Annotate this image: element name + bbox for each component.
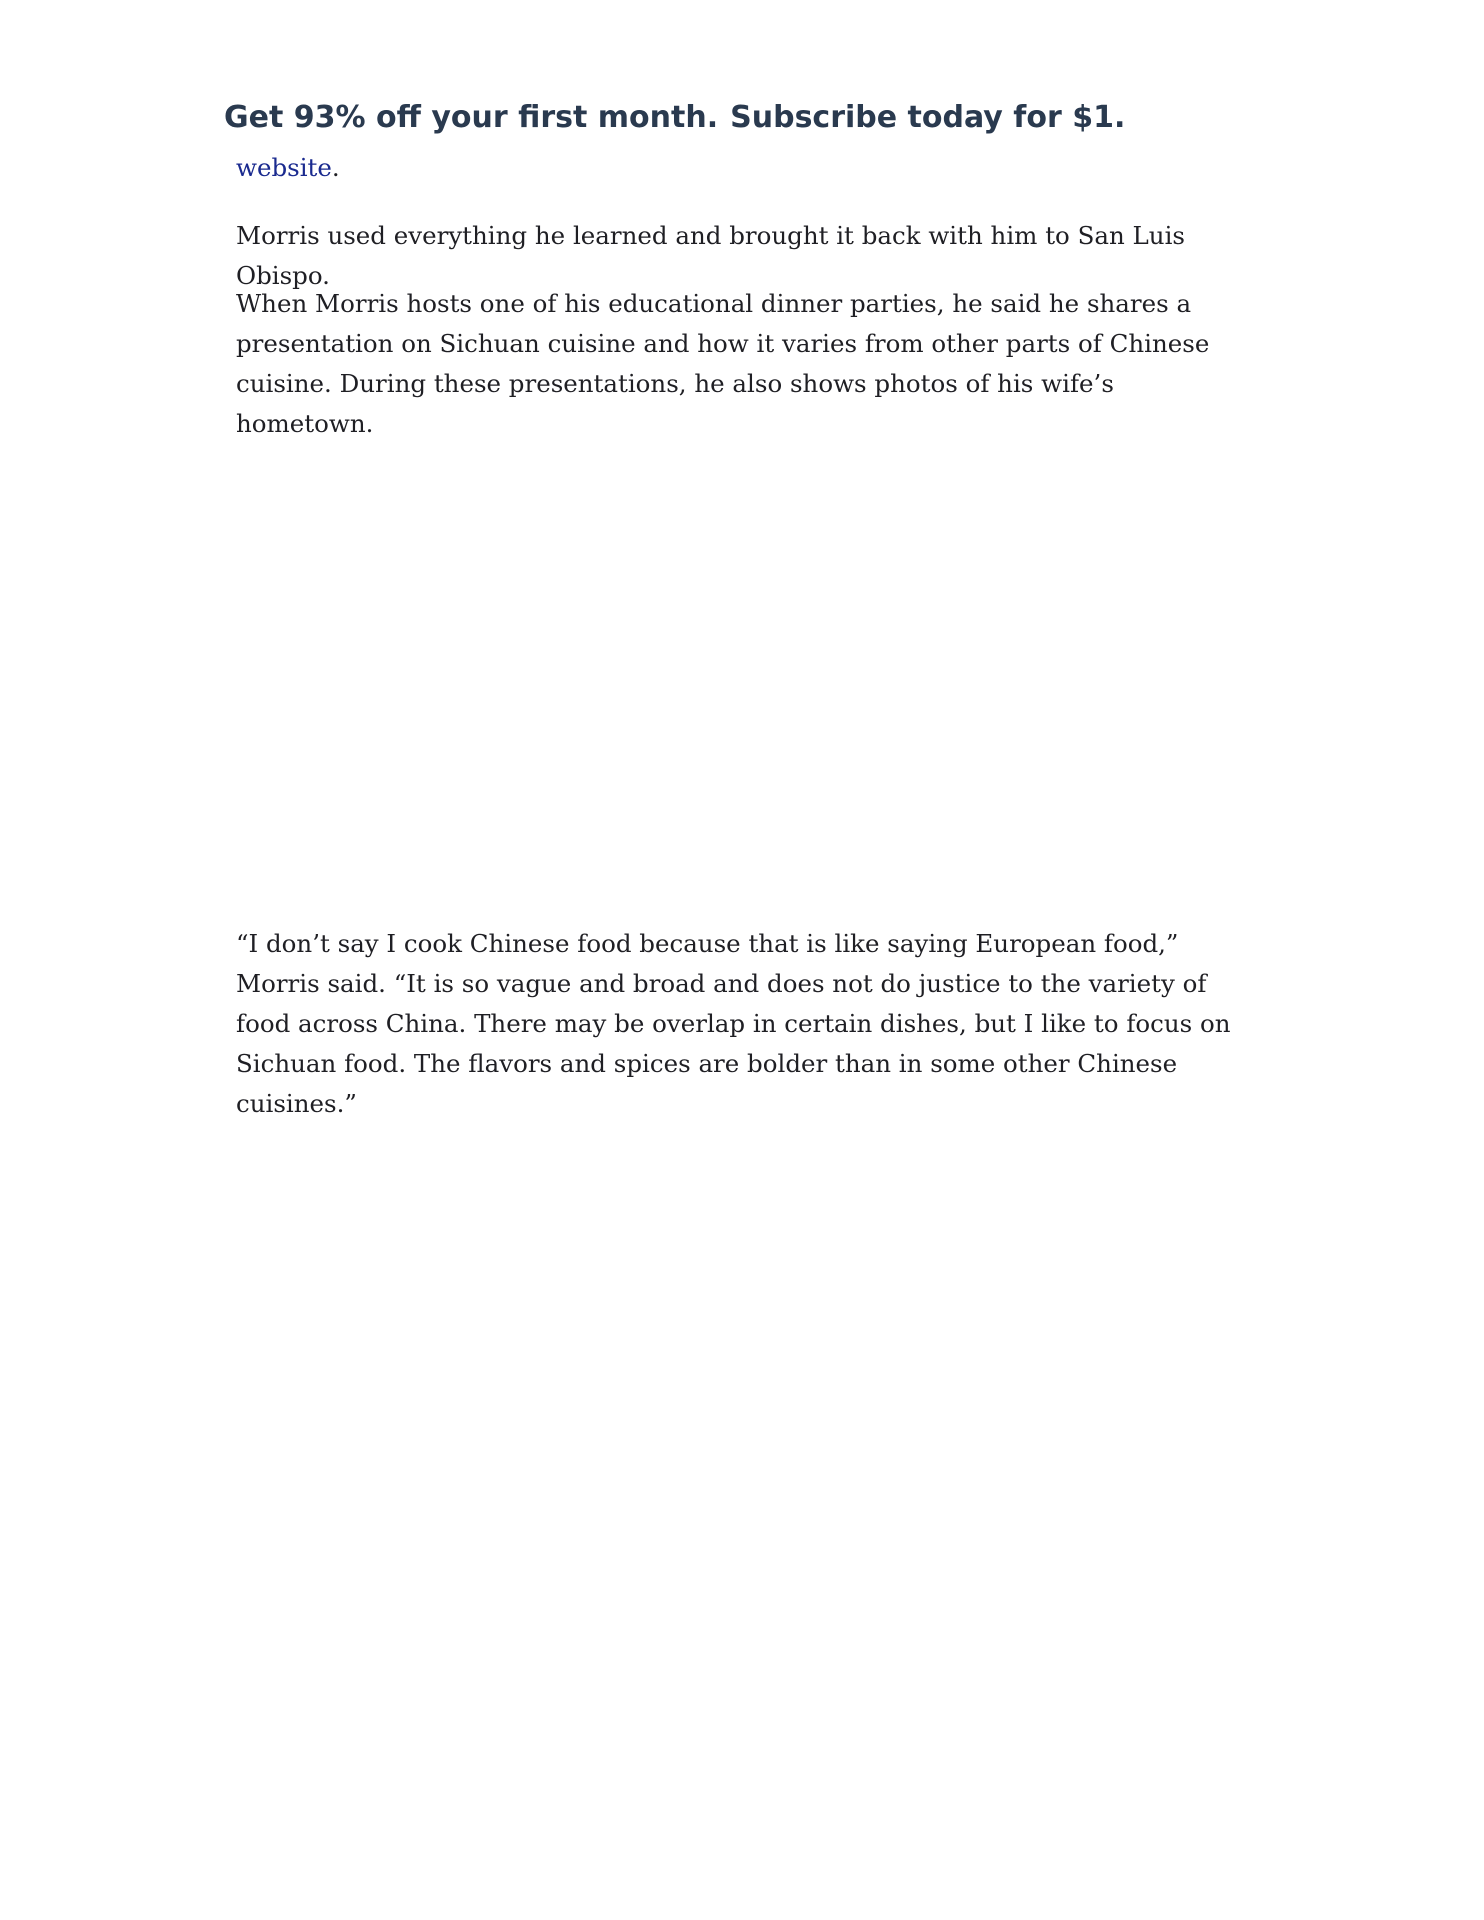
website-link[interactable]: website (236, 153, 332, 182)
subscribe-banner[interactable] (224, 88, 1284, 148)
blank-content-area (236, 1090, 1256, 1790)
partial-paragraph (236, 148, 1256, 188)
article-paragraph: Morris used everything he learned and brought it back with him to San Luis Obispo. (236, 221, 1185, 290)
article-paragraph: “I don’t say I cook Chinese food because that is like saying European food,” Morris said. “It is so vague and broad and does not do justice to the variety of food across China. There may be overlap in certain dishes, but I like to focus on Sichuan food. The flavors and spices are bolder than in some other Chinese cuisines.” (236, 929, 1231, 1118)
banner-offer-text[interactable]: Get 93% off your first month. (224, 100, 719, 135)
ad-placeholder (236, 430, 1256, 890)
banner-cta-text[interactable]: Subscribe today for $1. (730, 100, 1126, 135)
article-paragraph: When Morris hosts one of his educational dinner parties, he said he shares a presentation on Sichuan cuisine and how it varies from other parts of Chinese cuisine. During these presentations, he also shows photos of his wife’s hometown. (236, 289, 1210, 438)
link-suffix: . (331, 153, 340, 182)
